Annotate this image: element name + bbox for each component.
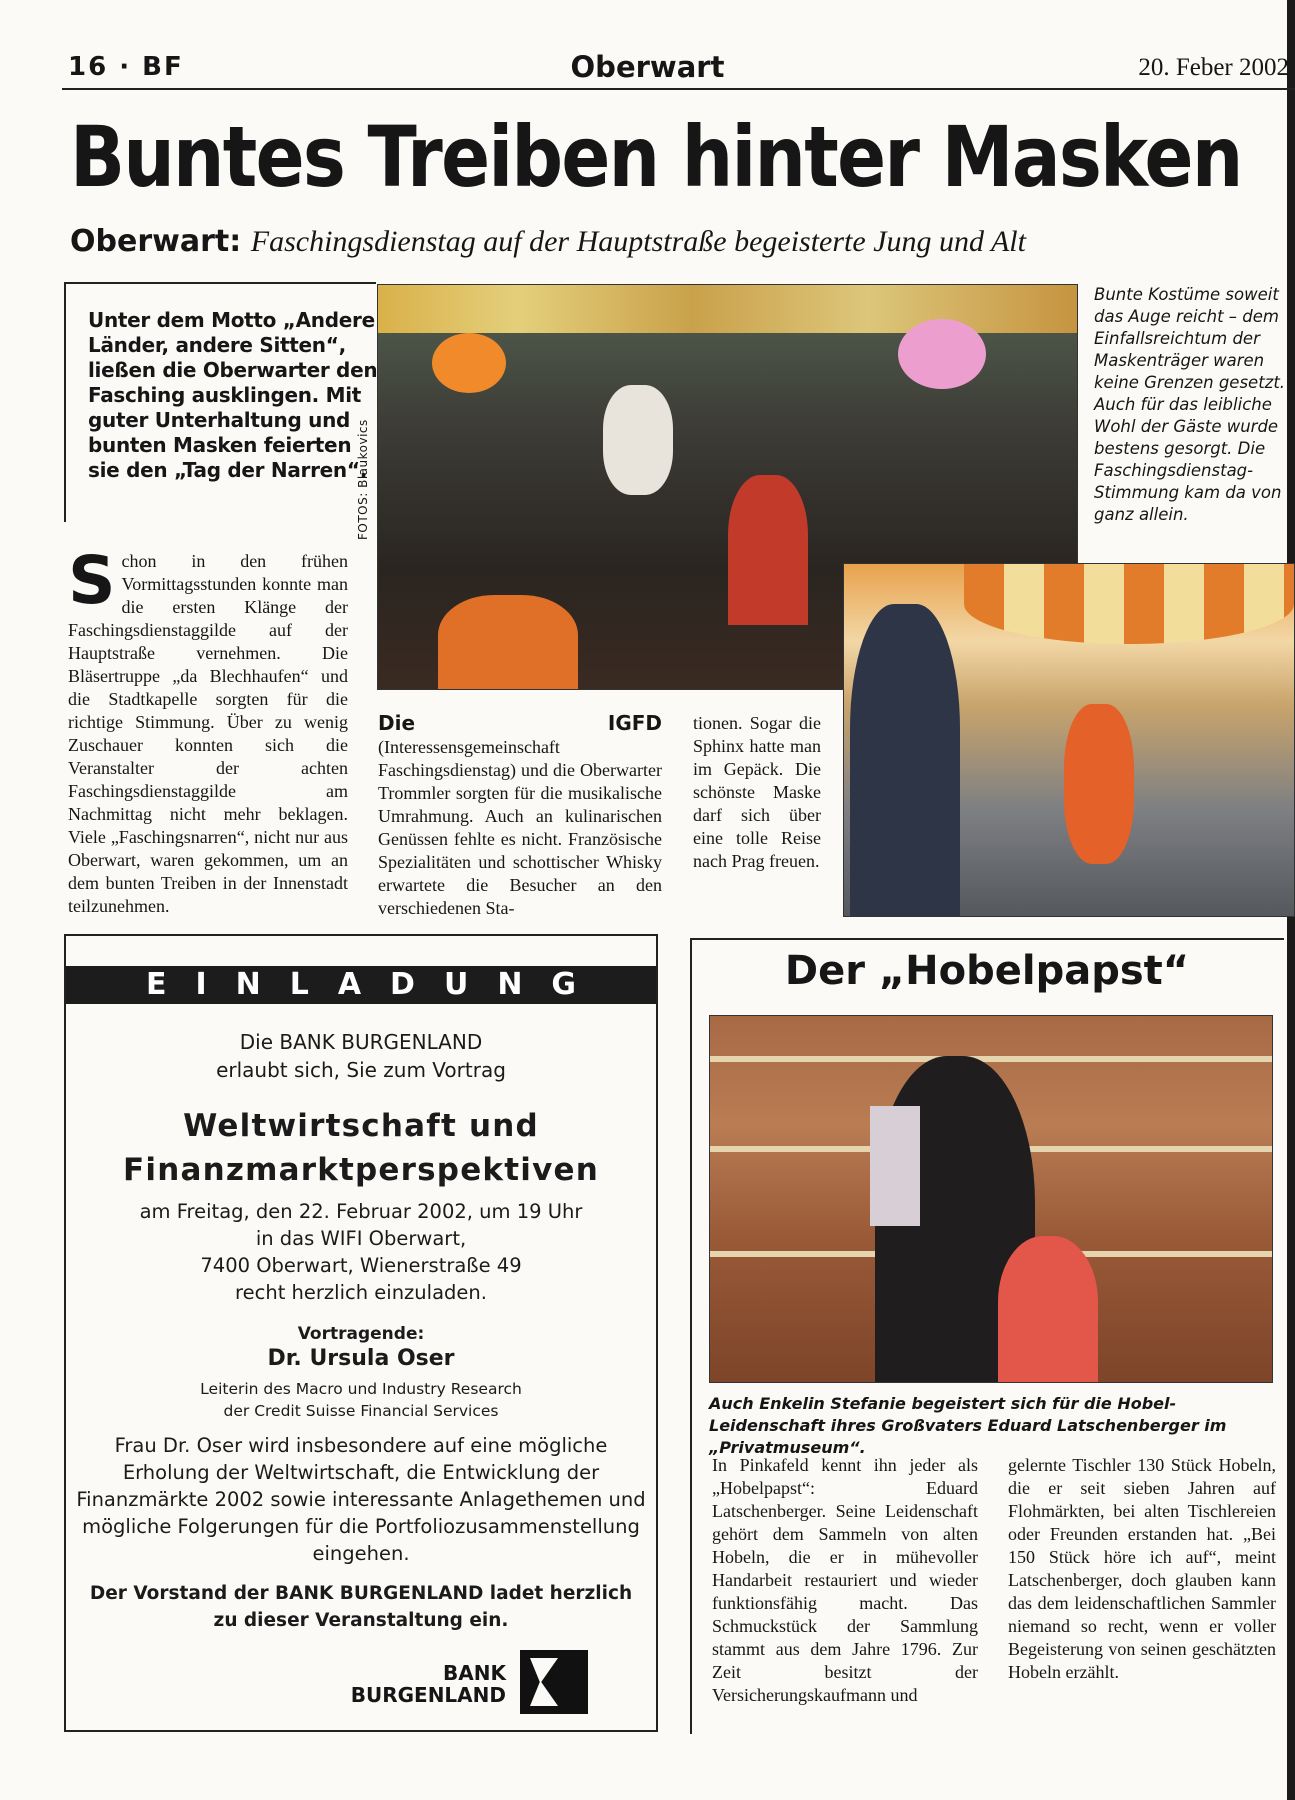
subheadline-kicker: Oberwart: — [70, 224, 242, 259]
ad-closing-line: Der Vorstand der BANK BURGENLAND ladet herzlich — [89, 1583, 633, 1604]
shirt-shape — [870, 1106, 920, 1226]
ad-closing-line: zu dieser Veranstaltung ein. — [213, 1610, 509, 1631]
issue-date: 20. Feber 2002 — [1138, 54, 1289, 81]
page-number: 16 · BF — [68, 52, 184, 82]
subheadline — [70, 224, 1026, 259]
pink-wig-shape — [898, 319, 986, 389]
bank-logo-line: BURGENLAND — [350, 1683, 506, 1707]
article-column-2-kicker: Die IGFD — [378, 711, 662, 735]
carnival-photo-caption: Bunte Kostüme soweit das Auge reicht – dem Einfallsreichtum der Maskenträger waren keine Grenzen gesetzt. Auch für das leibliche Wohl der Gäste wurde bestens gesorgt. Die Faschingsdienstag-Stimmung kam da von ganz allein. — [1094, 285, 1286, 524]
ad-closing — [66, 1580, 656, 1634]
ad-details-line: recht herzlich einzuladen. — [235, 1281, 487, 1304]
ad-speaker-role — [66, 1378, 656, 1422]
ad-description: Frau Dr. Oser wird insbesondere auf eine mögliche Erholung der Weltwirtschaft, die Entwicklung der Finanzmärkte 2002 sowie interessante Anlagethemen und mögliche Folgerungen für die Portfoliozusammenstellung eingehen. — [76, 1434, 646, 1565]
lead-box — [64, 282, 376, 522]
section-title: Oberwart — [570, 50, 725, 84]
ad-intro-line: Die BANK BURGENLAND — [239, 1030, 483, 1054]
ad-details-line: am Freitag, den 22. Februar 2002, um 19 Uhr — [139, 1200, 583, 1223]
hobelpapst-column-1: In Pinkafeld kennt ihn jeder als „Hobelpapst“: Eduard Latschenberger. Seine Leidenschaft gehört dem Sammeln von alten Hobeln, die er in mühevoller Handarbeit restauriert und wieder funktionsfähig macht. Das Schmuckstück der Sammlung stammt aus dem Jahre 1796. Zur Zeit besitzt der Versicherungskaufmann und — [712, 1455, 978, 1705]
bank-burgenland-logo — [350, 1648, 596, 1716]
tent-roof-shape — [964, 564, 1294, 644]
ad-speaker-name: Dr. Ursula Oser — [267, 1346, 455, 1371]
ad-banner: EINLADUNG — [66, 966, 656, 1004]
invitation-ad — [64, 934, 658, 1732]
bank-logo-mark-icon — [520, 1650, 588, 1714]
ad-title-line: Finanzmarktperspektiven — [123, 1152, 599, 1188]
ad-speaker-role-line: Leiterin des Macro und Industry Research — [200, 1380, 522, 1398]
ad-intro — [66, 1028, 656, 1084]
lead-text: Unter dem Motto „Andere Länder, andere Sitten“, ließen die Oberwarter den Fasching ausklingen. Mit guter Unterhaltung und bunten Masken feierten sie den „Tag der Narren“. — [88, 308, 378, 482]
ad-title-line: Weltwirtschaft und — [183, 1108, 539, 1144]
hobel-collection-photo — [709, 1015, 1273, 1383]
article-column-2 — [378, 712, 662, 920]
hobelpapst-column-2: gelernte Tischler 130 Stück Hobeln, die er seit sieben Jahren auf Flohmärkten, bei alten Tischlereien oder Freunden erstanden hat. „Bei 150 Stück höre ich auf“, meint Latschenberger, doch glauben kann das dem leidenschaftlichen Sammler niemand so recht, wenn er voller Begeisterung von seinen geschätzten Hobeln erzählt. — [1008, 1455, 1276, 1682]
orange-wig-shape — [432, 333, 506, 393]
dropcap: S — [68, 542, 116, 619]
hobelpapst-headline: Der „Hobelpapst“ — [784, 948, 1190, 994]
header-rule — [62, 88, 1295, 90]
ad-details — [66, 1198, 656, 1306]
ad-speaker-label: Vortragende: — [297, 1324, 425, 1344]
hobel-photo-caption: Auch Enkelin Stefanie begeistert sich für die Hobel-Leidenschaft ihres Großvaters Eduard Latschenberger im „Privatmuseum“. — [709, 1394, 1227, 1457]
red-jacket-shape — [728, 475, 808, 625]
headline: Buntes Treiben hinter Masken — [70, 108, 1242, 206]
ad-speaker-role-line: der Credit Suisse Financial Services — [223, 1402, 499, 1420]
dragon-costume-shape — [1064, 704, 1134, 864]
costume-shape — [603, 385, 673, 495]
photo-credit: FOTOS: Blaukovics — [356, 419, 370, 540]
article-column-2-text: (Interessensgemeinschaft Faschingsdienstag) und die Oberwarter Trommler sorgten für die musikalische Umrahmung. Auch an kulinarischen Genüssen fehlte es nicht. Französische Spezialitäten und schottischer Whisky erwartete die Besucher an den verschiedenen Sta- — [378, 737, 662, 918]
subheadline-text: Faschingsdienstag auf der Hauptstraße begeisterte Jung und Alt — [250, 225, 1026, 258]
ad-title — [66, 1104, 656, 1192]
ad-details-line: 7400 Oberwart, Wienerstraße 49 — [200, 1254, 522, 1277]
bank-logo-line: BANK — [443, 1661, 506, 1685]
shelf-shape — [710, 1056, 1272, 1062]
article-column-1 — [68, 542, 348, 918]
article-column-1-text: chon in den frühen Vormittagsstunden konnte man die ersten Klänge der Faschingsdienstaggilde auf der Hauptstraße vernehmen. Die Bläsertruppe „da Blechhaufen“ und die Stadtkapelle sorgten für die richtige Stimmung. Über zu wenig Zuschauer konnten sich die Veranstalter der achten Faschingsdienstaggilde am Nachmittag nicht mehr beklagen. Viele „Faschingsnarren“, nicht nur aus Oberwart, waren gekommen, um an dem bunten Treiben in der Innenstadt teilzunehmen. — [68, 551, 348, 916]
man-figure-shape — [850, 604, 960, 916]
ad-details-line: in das WIFI Oberwart, — [255, 1227, 467, 1250]
bank-logo-text — [351, 1662, 506, 1706]
ad-intro-line: erlaubt sich, Sie zum Vortrag — [216, 1058, 506, 1082]
children-dragon-costume-photo — [843, 563, 1295, 917]
article-column-3: tionen. Sogar die Sphinx hatte man im Gepäck. Die schönste Maske darf sich über eine tolle Reise nach Prag freuen. — [693, 713, 821, 871]
orange-jacket-shape — [438, 595, 578, 690]
girl-figure-shape — [998, 1236, 1098, 1382]
photo-banner-shape — [378, 285, 1077, 333]
